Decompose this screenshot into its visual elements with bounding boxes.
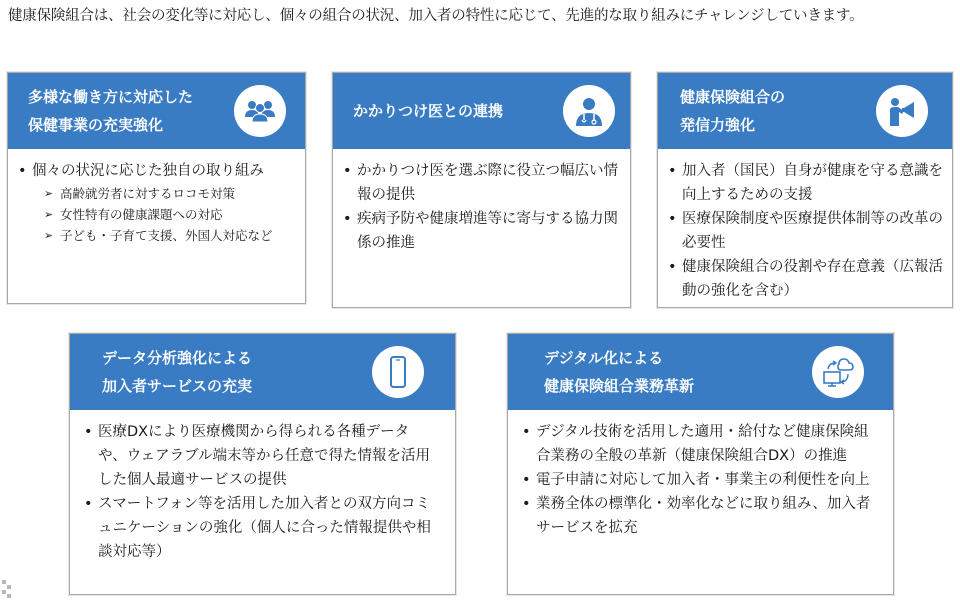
card-header xyxy=(658,73,952,149)
card-header xyxy=(333,73,630,149)
card-title: かかりつけ医との連携 xyxy=(353,102,504,120)
bullet-list xyxy=(668,159,944,303)
bullet-item: • 健康保険組合の役割や存在意義（広報活動の強化を含む） xyxy=(668,255,944,303)
card-title: 健康保険組合の 発信力強化 xyxy=(680,88,786,134)
megaphone-person-icon xyxy=(876,85,928,137)
bullet-item: • スマートフォン等を活用した加入者との双方向コミュニケーションの強化（個人に合った情報提供や相談対応等） xyxy=(84,492,437,564)
people-group-icon xyxy=(234,85,286,137)
corner-logo-icon xyxy=(0,576,18,600)
card-body xyxy=(508,410,893,594)
smartphone-icon xyxy=(372,346,424,398)
bullet-list xyxy=(343,159,622,255)
doctor-icon xyxy=(563,85,615,137)
bullet-list xyxy=(522,420,875,540)
bullet-item: • かかりつけ医を選ぶ際に役立つ幅広い情報の提供 xyxy=(343,159,622,207)
card-header xyxy=(70,334,455,410)
sub-bullet-item: ➢ 子ども・子育て支援、外国人対応など xyxy=(44,225,297,246)
sub-bullet-item: ➢ 女性特有の健康課題への対応 xyxy=(44,204,297,225)
card-title: データ分析強化による 加入者サービスの充実 xyxy=(102,349,253,395)
cloud-computer-sync-icon xyxy=(812,346,864,398)
card-family-doctor xyxy=(332,72,631,308)
bullet-item: • 医療DXにより医療機関から得られる各種データや、ウェアラブル端末等から任意で得た情報を活用した個人最適サービスの提供 xyxy=(84,420,437,492)
card-body xyxy=(8,149,305,303)
bullet-item: • 疾病予防や健康増進等に寄与する協力関係の推進 xyxy=(343,207,622,255)
bullet-item: • 業務全体の標準化・効率化などに取り組み、加入者サービスを拡充 xyxy=(522,492,875,540)
card-data-analysis xyxy=(69,333,456,595)
card-digital-transformation xyxy=(507,333,894,595)
bullet-text: 個々の状況に応じた独自の取り組み xyxy=(32,163,264,179)
sub-bullet-list xyxy=(32,183,297,246)
card-title: デジタル化による 健康保険組合業務革新 xyxy=(544,349,695,395)
card-title: 多様な働き方に対応した 保健事業の充実強化 xyxy=(28,88,194,134)
sub-bullet-item: ➢ 高齢就労者に対するロコモ対策 xyxy=(44,183,297,204)
bullet-item: • 医療保険制度や医療提供体制等の改革の必要性 xyxy=(668,207,944,255)
bullet-list xyxy=(18,159,297,246)
card-header xyxy=(8,73,305,149)
bullet-item xyxy=(18,159,297,246)
card-body xyxy=(658,149,952,307)
bullet-item: • 電子申請に対応して加入者・事業主の利便性を向上 xyxy=(522,468,875,492)
card-body xyxy=(70,410,455,594)
card-kenpo-outreach xyxy=(657,72,953,308)
card-flexible-work-health xyxy=(7,72,306,304)
card-header xyxy=(508,334,893,410)
card-body xyxy=(333,149,630,307)
bullet-item: • デジタル技術を活用した適用・給付など健康保険組合業務の全般の革新（健康保険組合DX）の推進 xyxy=(522,420,875,468)
bullet-item: • 加入者（国民）自身が健康を守る意識を向上するための支援 xyxy=(668,159,944,207)
intro-text: 健康保険組合は、社会の変化等に対応し、個々の組合の状況、加入者の特性に応じて、先進的な取り組みにチャレンジしていきます。 xyxy=(8,8,864,24)
bullet-list xyxy=(84,420,437,564)
